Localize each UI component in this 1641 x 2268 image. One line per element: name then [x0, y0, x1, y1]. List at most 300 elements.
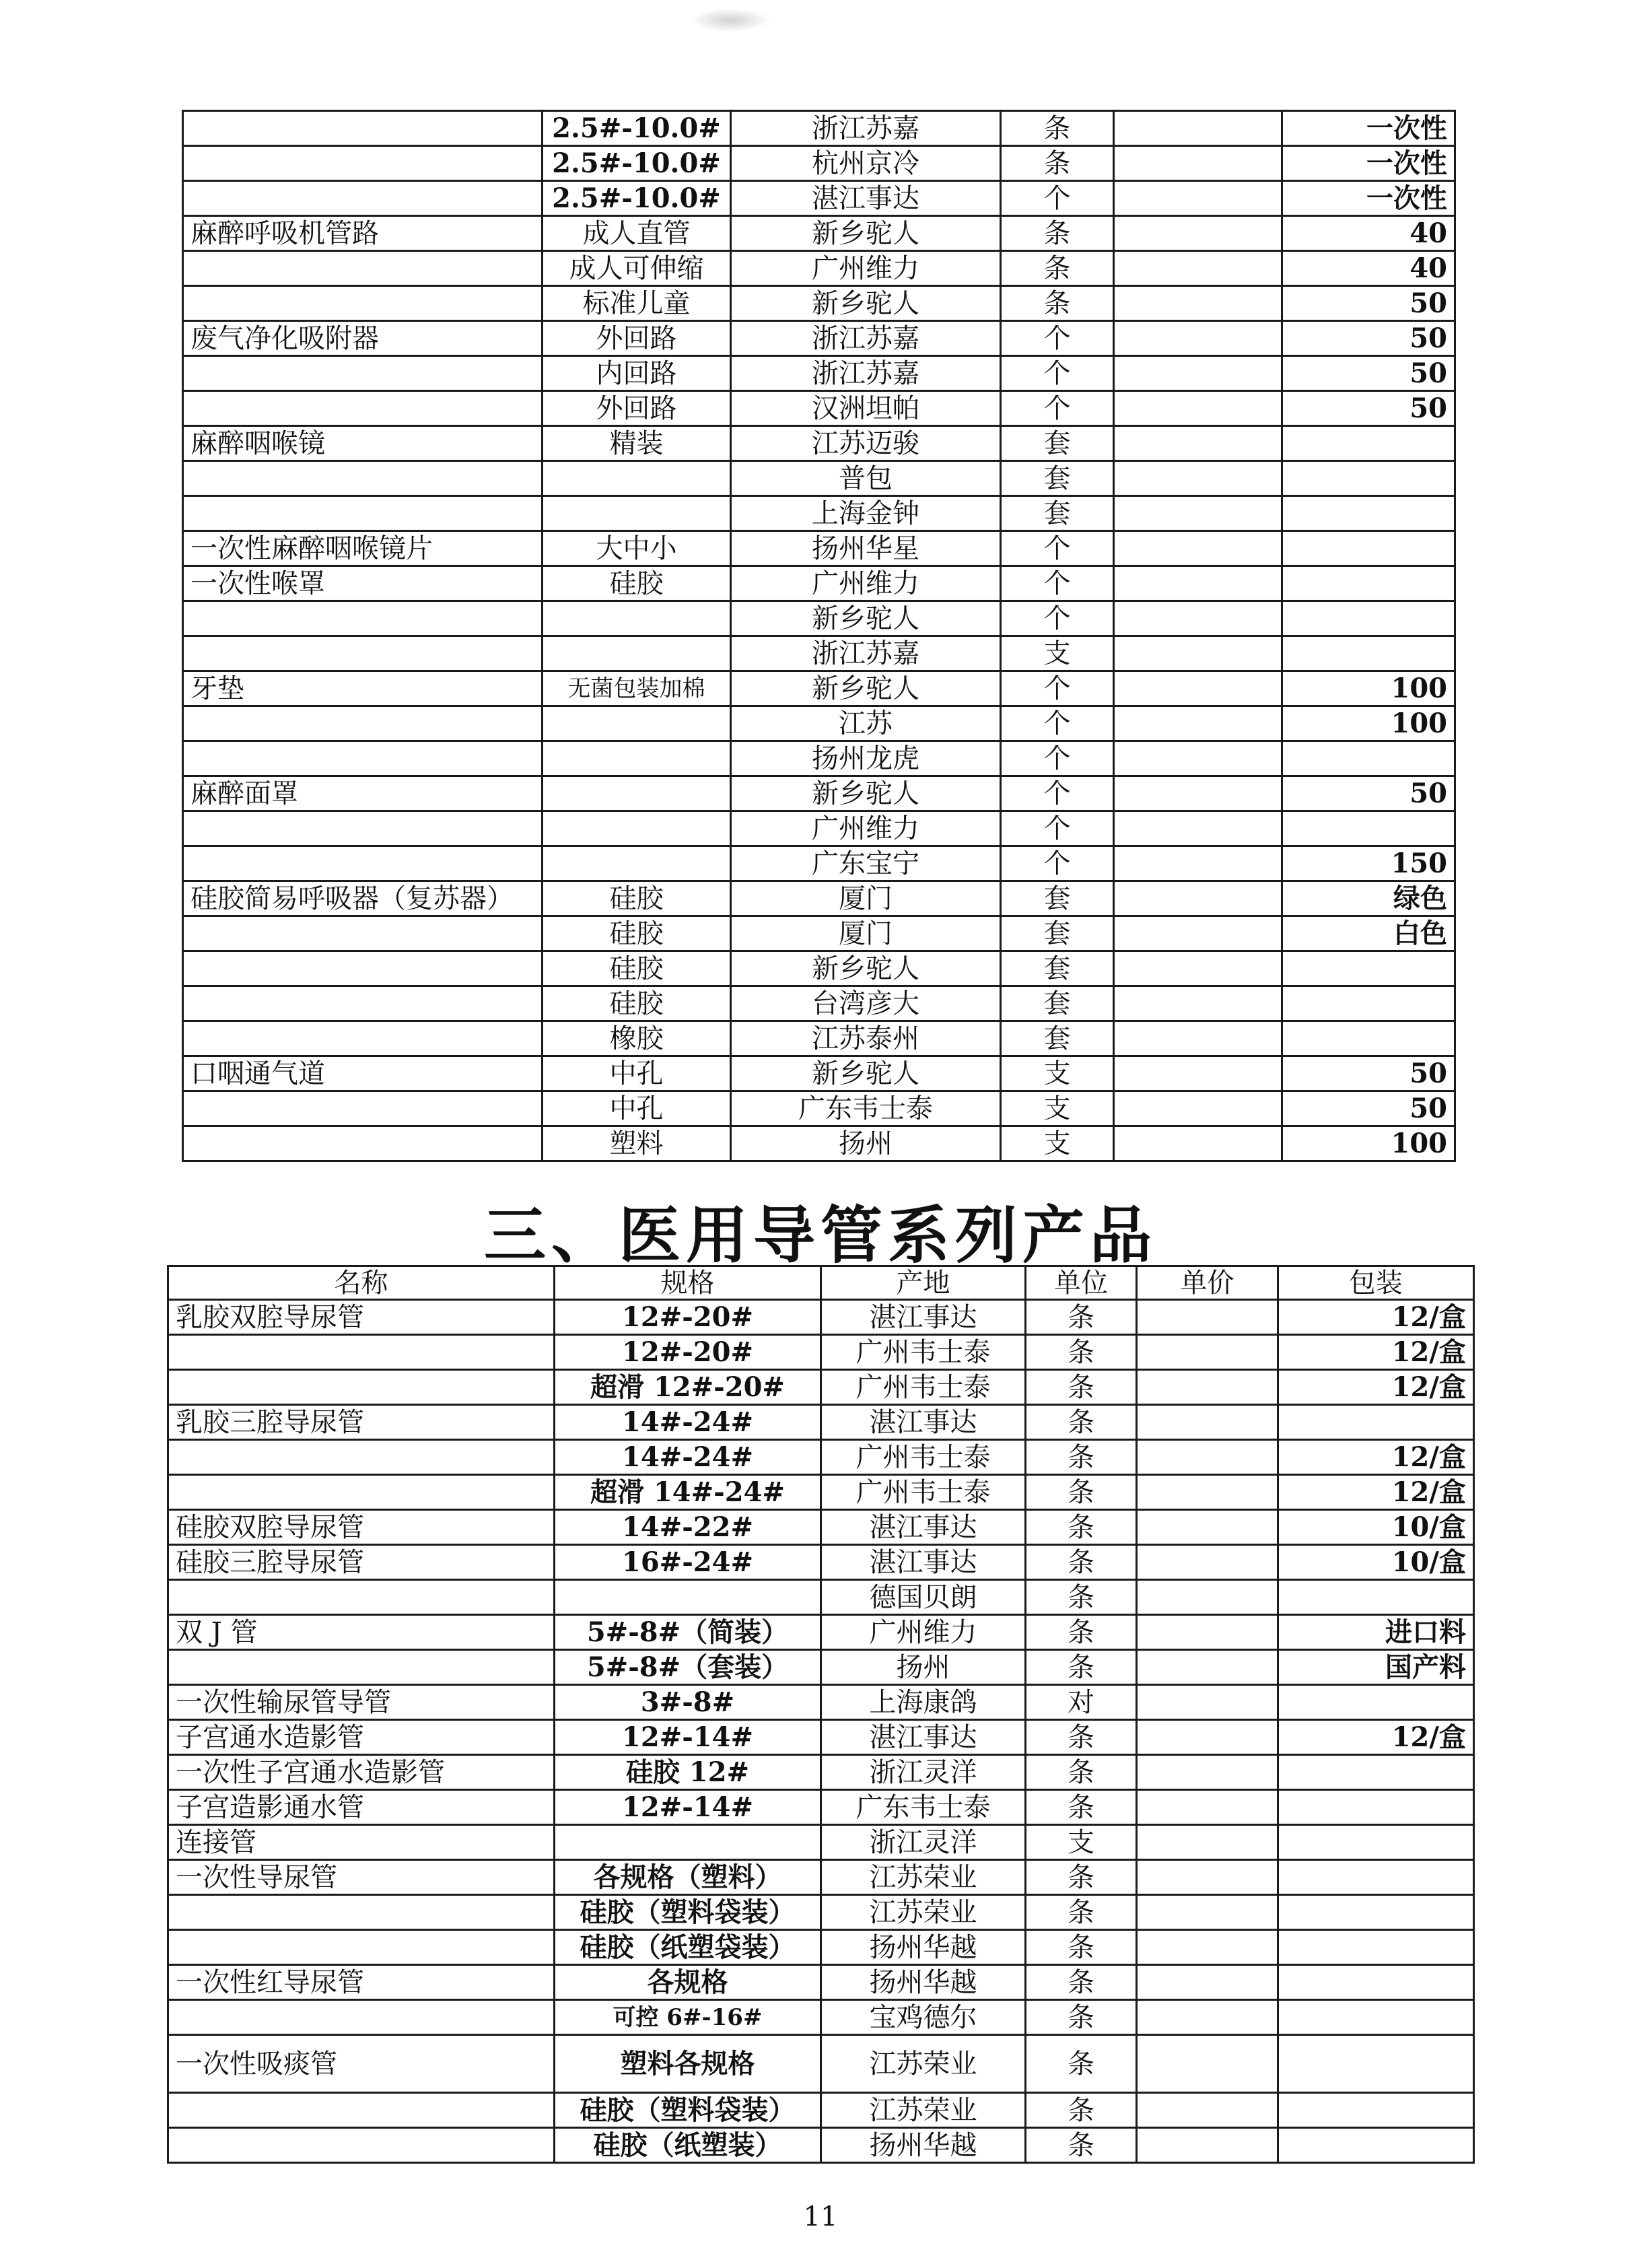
- cell-origin: 湛江事达: [821, 1720, 1026, 1755]
- cell-unit: 个: [1001, 321, 1114, 356]
- cell-origin: 厦门: [731, 916, 1001, 951]
- cell-name: 麻醉咽喉镜: [183, 426, 543, 461]
- cell-unit: 个: [1001, 531, 1114, 566]
- cell-spec: 各规格（塑料）: [555, 1860, 821, 1895]
- header-spec: 规格: [555, 1266, 821, 1300]
- cell-price: [1114, 741, 1282, 776]
- cell-name: [183, 1091, 543, 1126]
- cell-name: [183, 496, 543, 531]
- cell-unit: 个: [1001, 671, 1114, 706]
- cell-price: [1114, 251, 1282, 286]
- table-row: [168, 2000, 1474, 2035]
- cell-spec: 成人可伸缩: [543, 251, 731, 286]
- cell-packaging: [1282, 496, 1455, 531]
- cell-packaging: [1282, 426, 1455, 461]
- cell-unit: 套: [1001, 951, 1114, 986]
- table-row: [168, 1650, 1474, 1685]
- table-row: [168, 1615, 1474, 1650]
- cell-origin: 湛江事达: [821, 1510, 1026, 1545]
- cell-unit: 支: [1001, 1091, 1114, 1126]
- cell-spec: 各规格: [555, 1965, 821, 2000]
- cell-price: [1114, 1021, 1282, 1056]
- cell-unit: 条: [1026, 1860, 1137, 1895]
- cell-name: [183, 916, 543, 951]
- cell-packaging: [1278, 2035, 1474, 2093]
- cell-price: [1114, 531, 1282, 566]
- cell-price: [1137, 1580, 1278, 1615]
- cell-name: [183, 846, 543, 881]
- table-row: [183, 181, 1455, 216]
- cell-origin: 扬州: [821, 1650, 1026, 1685]
- cell-spec: 14#-24#: [555, 1405, 821, 1440]
- cell-origin: 扬州龙虎: [731, 741, 1001, 776]
- cell-origin: 浙江苏嘉: [731, 636, 1001, 671]
- cell-spec: [543, 461, 731, 496]
- cell-packaging: [1282, 811, 1455, 846]
- cell-spec: 硅胶: [543, 881, 731, 916]
- cell-name: 乳胶三腔导尿管: [168, 1405, 555, 1440]
- cell-name: [183, 461, 543, 496]
- cell-spec: 硅胶（纸塑袋装）: [555, 1930, 821, 1965]
- table-row: [183, 1091, 1455, 1126]
- cell-origin: 台湾彦大: [731, 986, 1001, 1021]
- cell-name: [168, 1895, 555, 1930]
- cell-unit: 条: [1026, 1510, 1137, 1545]
- cell-origin: 杭州京冷: [731, 146, 1001, 181]
- cell-name: [168, 2000, 555, 2035]
- cell-origin: 扬州华越: [821, 2128, 1026, 2163]
- cell-name: 双 J 管: [168, 1615, 555, 1650]
- cell-origin: 江苏荣业: [821, 2093, 1026, 2128]
- cell-packaging: 150: [1282, 846, 1455, 881]
- cell-name: [183, 391, 543, 426]
- cell-unit: 个: [1001, 356, 1114, 391]
- cell-name: [168, 1335, 555, 1370]
- cell-packaging: 10/盒: [1278, 1545, 1474, 1580]
- cell-spec: 硅胶（纸塑装）: [555, 2128, 821, 2163]
- cell-origin: 扬州: [731, 1126, 1001, 1161]
- table-row: [168, 1475, 1474, 1510]
- cell-name: 一次性麻醉咽喉镜片: [183, 531, 543, 566]
- cell-origin: 新乡驼人: [731, 776, 1001, 811]
- cell-unit: 条: [1026, 1405, 1137, 1440]
- table-row: [168, 1510, 1474, 1545]
- cell-origin: 广州韦士泰: [821, 1475, 1026, 1510]
- cell-unit: 条: [1026, 2093, 1137, 2128]
- cell-packaging: [1278, 1790, 1474, 1825]
- cell-packaging: 40: [1282, 216, 1455, 251]
- cell-unit: 条: [1001, 251, 1114, 286]
- cell-spec: [543, 706, 731, 741]
- cell-unit: 个: [1001, 706, 1114, 741]
- cell-origin: 江苏: [731, 706, 1001, 741]
- cell-unit: 条: [1026, 1335, 1137, 1370]
- cell-origin: 广州维力: [731, 811, 1001, 846]
- cell-unit: 支: [1001, 636, 1114, 671]
- cell-spec: 大中小: [543, 531, 731, 566]
- cell-unit: 个: [1001, 776, 1114, 811]
- table-row: [183, 881, 1455, 916]
- header-price: 单价: [1137, 1266, 1278, 1300]
- cell-name: [168, 1930, 555, 1965]
- cell-name: [183, 601, 543, 636]
- table-row: [183, 671, 1455, 706]
- cell-price: [1137, 1615, 1278, 1650]
- cell-price: [1137, 1755, 1278, 1790]
- cell-name: [183, 286, 543, 321]
- table-row: [168, 1930, 1474, 1965]
- cell-price: [1114, 636, 1282, 671]
- table-row: [183, 566, 1455, 601]
- cell-spec: 外回路: [543, 391, 731, 426]
- cell-unit: 条: [1026, 1370, 1137, 1405]
- table-row: [183, 951, 1455, 986]
- cell-price: [1114, 461, 1282, 496]
- cell-origin: 广东韦士泰: [821, 1790, 1026, 1825]
- cell-unit: 条: [1026, 1790, 1137, 1825]
- cell-origin: 湛江事达: [821, 1545, 1026, 1580]
- table-row: [183, 286, 1455, 321]
- table-row: [183, 461, 1455, 496]
- cell-origin: 德国贝朗: [821, 1580, 1026, 1615]
- scan-smudge: [690, 8, 771, 32]
- cell-origin: 江苏迈骏: [731, 426, 1001, 461]
- cell-origin: 扬州华越: [821, 1930, 1026, 1965]
- table-header-row: [168, 1266, 1474, 1300]
- table-row: [183, 111, 1455, 146]
- cell-spec: 标准儿童: [543, 286, 731, 321]
- cell-spec: 2.5#-10.0#: [543, 111, 731, 146]
- cell-unit: 套: [1001, 496, 1114, 531]
- cell-unit: 条: [1026, 2000, 1137, 2035]
- cell-unit: 个: [1001, 566, 1114, 601]
- cell-origin: 广州维力: [731, 566, 1001, 601]
- cell-unit: 对: [1026, 1685, 1137, 1720]
- cell-price: [1137, 1685, 1278, 1720]
- cell-spec: 16#-24#: [555, 1545, 821, 1580]
- cell-origin: 浙江苏嘉: [731, 356, 1001, 391]
- cell-origin: 新乡驼人: [731, 1056, 1001, 1091]
- cell-origin: 扬州华星: [731, 531, 1001, 566]
- cell-price: [1114, 356, 1282, 391]
- cell-packaging: 白色: [1282, 916, 1455, 951]
- cell-name: [183, 111, 543, 146]
- cell-packaging: 一次性: [1282, 146, 1455, 181]
- cell-price: [1114, 146, 1282, 181]
- cell-price: [1137, 1475, 1278, 1510]
- table-row: [168, 1720, 1474, 1755]
- cell-price: [1137, 1440, 1278, 1475]
- cell-origin: 普包: [731, 461, 1001, 496]
- table-row: [183, 391, 1455, 426]
- table-row: [168, 1440, 1474, 1475]
- cell-origin: 江苏荣业: [821, 1895, 1026, 1930]
- cell-price: [1114, 986, 1282, 1021]
- cell-name: [183, 146, 543, 181]
- cell-unit: 条: [1026, 1965, 1137, 2000]
- cell-spec: 塑料各规格: [555, 2035, 821, 2093]
- cell-unit: 支: [1026, 1825, 1137, 1860]
- cell-price: [1137, 1860, 1278, 1895]
- table-row: [183, 356, 1455, 391]
- cell-unit: 套: [1001, 986, 1114, 1021]
- cell-unit: 条: [1026, 1580, 1137, 1615]
- cell-packaging: 国产料: [1278, 1650, 1474, 1685]
- cell-origin: 新乡驼人: [731, 951, 1001, 986]
- cell-origin: 广州韦士泰: [821, 1370, 1026, 1405]
- table-row: [183, 636, 1455, 671]
- cell-price: [1137, 2000, 1278, 2035]
- cell-spec: 12#-14#: [555, 1790, 821, 1825]
- cell-spec: 硅胶: [543, 951, 731, 986]
- cell-spec: [543, 496, 731, 531]
- header-unit: 单位: [1026, 1266, 1137, 1300]
- table-row: [183, 146, 1455, 181]
- table-row: [183, 986, 1455, 1021]
- cell-packaging: 10/盒: [1278, 1510, 1474, 1545]
- cell-unit: 条: [1001, 111, 1114, 146]
- cell-packaging: 50: [1282, 776, 1455, 811]
- table-row: [168, 1335, 1474, 1370]
- cell-origin: 广东韦士泰: [731, 1091, 1001, 1126]
- cell-spec: 内回路: [543, 356, 731, 391]
- table-row: [183, 601, 1455, 636]
- catheter-products-table: [167, 1265, 1475, 2164]
- table-row: [168, 1685, 1474, 1720]
- cell-name: [183, 636, 543, 671]
- cell-spec: [543, 601, 731, 636]
- cell-spec: 无菌包装加棉: [543, 671, 731, 706]
- cell-price: [1137, 1930, 1278, 1965]
- cell-packaging: 40: [1282, 251, 1455, 286]
- table-row: [183, 1126, 1455, 1161]
- cell-name: [168, 2093, 555, 2128]
- cell-unit: 套: [1001, 1021, 1114, 1056]
- cell-unit: 套: [1001, 916, 1114, 951]
- cell-name: [168, 1370, 555, 1405]
- table-row: [183, 811, 1455, 846]
- cell-name: [183, 1126, 543, 1161]
- cell-name: 牙垫: [183, 671, 543, 706]
- cell-name: 子宫通水造影管: [168, 1720, 555, 1755]
- cell-packaging: 12/盒: [1278, 1335, 1474, 1370]
- cell-spec: [555, 1580, 821, 1615]
- cell-origin: 上海金钟: [731, 496, 1001, 531]
- cell-origin: 湛江事达: [821, 1405, 1026, 1440]
- cell-packaging: [1278, 2000, 1474, 2035]
- cell-origin: 扬州华越: [821, 1965, 1026, 2000]
- cell-price: [1114, 1056, 1282, 1091]
- cell-name: 一次性吸痰管: [168, 2035, 555, 2093]
- cell-name: 一次性子宫通水造影管: [168, 1755, 555, 1790]
- cell-spec: 12#-14#: [555, 1720, 821, 1755]
- cell-origin: 江苏荣业: [821, 2035, 1026, 2093]
- cell-origin: 厦门: [731, 881, 1001, 916]
- cell-packaging: 100: [1282, 671, 1455, 706]
- cell-spec: 硅胶 12#: [555, 1755, 821, 1790]
- cell-packaging: 绿色: [1282, 881, 1455, 916]
- cell-unit: 支: [1001, 1056, 1114, 1091]
- cell-price: [1114, 321, 1282, 356]
- cell-origin: 湛江事达: [731, 181, 1001, 216]
- table-row: [168, 1825, 1474, 1860]
- table-row: [183, 251, 1455, 286]
- table-row: [183, 846, 1455, 881]
- table-row: [168, 1790, 1474, 1825]
- cell-name: 一次性导尿管: [168, 1860, 555, 1895]
- cell-packaging: 50: [1282, 286, 1455, 321]
- table-row: [168, 1370, 1474, 1405]
- cell-spec: [555, 1825, 821, 1860]
- cell-packaging: 50: [1282, 1056, 1455, 1091]
- cell-price: [1114, 846, 1282, 881]
- table-row: [168, 1545, 1474, 1580]
- cell-spec: [543, 741, 731, 776]
- cell-origin: 新乡驼人: [731, 286, 1001, 321]
- cell-name: [168, 1475, 555, 1510]
- anesthesia-products-table: [182, 110, 1456, 1162]
- cell-name: 硅胶简易呼吸器（复苏器）: [183, 881, 543, 916]
- cell-spec: 12#-20#: [555, 1300, 821, 1335]
- cell-price: [1114, 881, 1282, 916]
- table-row: [168, 1895, 1474, 1930]
- cell-spec: 硅胶: [543, 916, 731, 951]
- cell-price: [1137, 1510, 1278, 1545]
- cell-origin: 浙江灵洋: [821, 1825, 1026, 1860]
- cell-origin: 广州韦士泰: [821, 1440, 1026, 1475]
- cell-name: [183, 811, 543, 846]
- cell-name: 一次性输尿管导管: [168, 1685, 555, 1720]
- table-row: [168, 1860, 1474, 1895]
- cell-name: [168, 1440, 555, 1475]
- cell-spec: 12#-20#: [555, 1335, 821, 1370]
- cell-spec: 超滑 14#-24#: [555, 1475, 821, 1510]
- table-row: [183, 706, 1455, 741]
- cell-name: [183, 181, 543, 216]
- cell-price: [1114, 566, 1282, 601]
- cell-name: [183, 986, 543, 1021]
- cell-packaging: 50: [1282, 321, 1455, 356]
- cell-spec: 硅胶: [543, 986, 731, 1021]
- page-number: 11: [803, 2201, 838, 2232]
- cell-origin: 上海康鸽: [821, 1685, 1026, 1720]
- cell-spec: 中孔: [543, 1056, 731, 1091]
- cell-price: [1114, 111, 1282, 146]
- cell-price: [1114, 1091, 1282, 1126]
- cell-origin: 广东宝宁: [731, 846, 1001, 881]
- cell-packaging: [1278, 1825, 1474, 1860]
- table-row: [183, 1056, 1455, 1091]
- cell-price: [1114, 951, 1282, 986]
- cell-unit: 条: [1001, 216, 1114, 251]
- table-row: [168, 1300, 1474, 1335]
- cell-unit: 条: [1026, 1615, 1137, 1650]
- table-row: [168, 1405, 1474, 1440]
- cell-unit: 条: [1026, 1475, 1137, 1510]
- cell-packaging: [1282, 601, 1455, 636]
- header-name: 名称: [168, 1266, 555, 1300]
- cell-price: [1114, 776, 1282, 811]
- cell-packaging: 100: [1282, 1126, 1455, 1161]
- cell-unit: 个: [1001, 846, 1114, 881]
- cell-name: 口咽通气道: [183, 1056, 543, 1091]
- cell-name: [183, 706, 543, 741]
- cell-origin: 江苏荣业: [821, 1860, 1026, 1895]
- cell-origin: 宝鸡德尔: [821, 2000, 1026, 2035]
- cell-name: 乳胶双腔导尿管: [168, 1300, 555, 1335]
- cell-origin: 浙江灵洋: [821, 1755, 1026, 1790]
- cell-packaging: [1278, 1755, 1474, 1790]
- cell-packaging: [1278, 2093, 1474, 2128]
- cell-origin: 新乡驼人: [731, 671, 1001, 706]
- table-row: [168, 2035, 1474, 2093]
- cell-name: [168, 2128, 555, 2163]
- cell-packaging: 一次性: [1282, 181, 1455, 216]
- table-row: [183, 741, 1455, 776]
- cell-unit: 条: [1026, 1755, 1137, 1790]
- header-packaging: 包装: [1278, 1266, 1474, 1300]
- cell-spec: 塑料: [543, 1126, 731, 1161]
- cell-spec: 2.5#-10.0#: [543, 181, 731, 216]
- table-row: [168, 1580, 1474, 1615]
- cell-price: [1137, 2128, 1278, 2163]
- cell-spec: 硅胶（塑料袋装）: [555, 1895, 821, 1930]
- cell-price: [1137, 1895, 1278, 1930]
- cell-price: [1114, 916, 1282, 951]
- cell-packaging: 50: [1282, 356, 1455, 391]
- cell-packaging: 50: [1282, 1091, 1455, 1126]
- cell-spec: 成人直管: [543, 216, 731, 251]
- cell-spec: 橡胶: [543, 1021, 731, 1056]
- cell-packaging: [1278, 1685, 1474, 1720]
- cell-unit: 条: [1026, 1895, 1137, 1930]
- cell-price: [1114, 706, 1282, 741]
- cell-unit: 条: [1001, 286, 1114, 321]
- cell-price: [1114, 181, 1282, 216]
- table-row: [168, 1965, 1474, 2000]
- cell-packaging: 12/盒: [1278, 1300, 1474, 1335]
- table-row: [183, 1021, 1455, 1056]
- cell-spec: [543, 846, 731, 881]
- cell-unit: 套: [1001, 426, 1114, 461]
- cell-origin: 广州韦士泰: [821, 1335, 1026, 1370]
- cell-price: [1137, 1825, 1278, 1860]
- cell-spec: [543, 811, 731, 846]
- cell-name: 硅胶双腔导尿管: [168, 1510, 555, 1545]
- cell-price: [1137, 2035, 1278, 2093]
- cell-packaging: [1282, 531, 1455, 566]
- cell-price: [1137, 1300, 1278, 1335]
- cell-name: 麻醉呼吸机管路: [183, 216, 543, 251]
- cell-price: [1137, 1720, 1278, 1755]
- cell-packaging: [1282, 951, 1455, 986]
- cell-unit: 条: [1026, 1440, 1137, 1475]
- cell-price: [1137, 2093, 1278, 2128]
- cell-unit: 套: [1001, 461, 1114, 496]
- cell-price: [1114, 671, 1282, 706]
- cell-origin: 江苏泰州: [731, 1021, 1001, 1056]
- cell-packaging: [1282, 986, 1455, 1021]
- cell-name: 一次性红导尿管: [168, 1965, 555, 2000]
- cell-unit: 条: [1026, 1650, 1137, 1685]
- cell-unit: 个: [1001, 601, 1114, 636]
- cell-unit: 条: [1026, 2128, 1137, 2163]
- table-row: [168, 1755, 1474, 1790]
- cell-unit: 条: [1026, 1300, 1137, 1335]
- cell-origin: 浙江苏嘉: [731, 321, 1001, 356]
- cell-packaging: [1282, 636, 1455, 671]
- cell-spec: [543, 636, 731, 671]
